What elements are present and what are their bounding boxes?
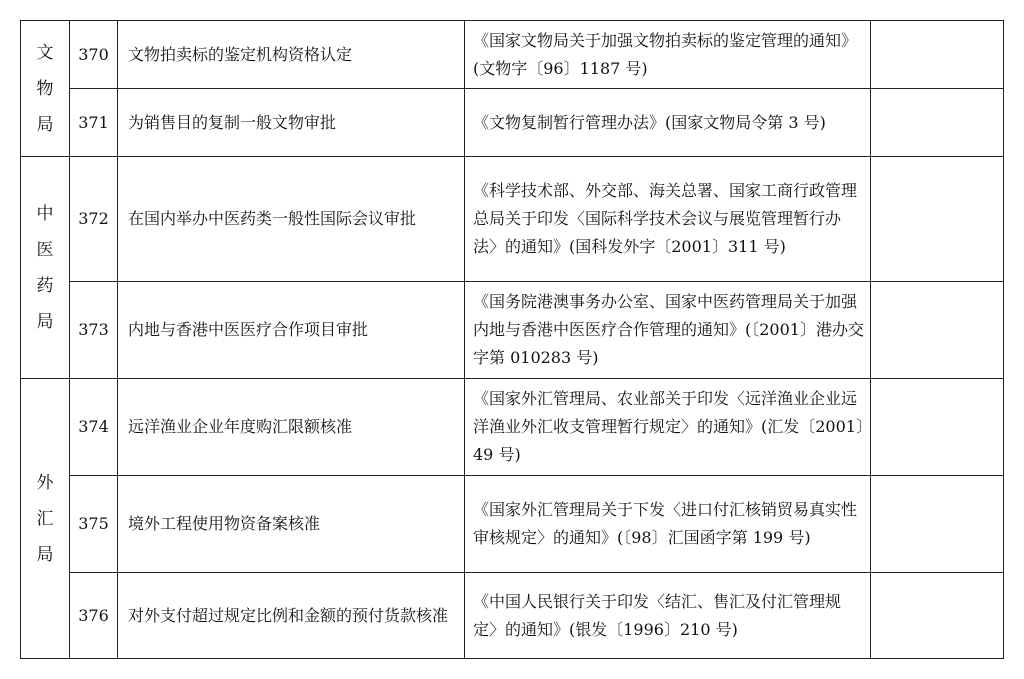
legal-basis: 《国务院港澳事务办公室、国家中医药管理局关于加强内地与香港中医医疗合作管理的通知》(〔2001〕港办交字第 010283 号) [465,282,871,379]
remark-cell [871,89,1004,157]
item-number: 376 [70,573,118,659]
item-number: 371 [70,89,118,157]
remark-cell [871,573,1004,659]
item-number: 375 [70,476,118,573]
department-cell: 中 医 药 局 [21,157,70,379]
department-cell: 外 汇 局 [21,379,70,659]
legal-basis: 《文物复制暂行管理办法》(国家文物局令第 3 号) [465,89,871,157]
remark-cell [871,282,1004,379]
table-row [21,476,1004,573]
item-name: 远洋渔业企业年度购汇限额核准 [118,379,465,476]
table-row [21,21,1004,89]
table-row [21,573,1004,659]
table-row [21,157,1004,282]
item-name: 为销售目的复制一般文物审批 [118,89,465,157]
legal-basis: 《国家外汇管理局关于下发〈进口付汇核销贸易真实性审核规定〉的通知》(〔98〕汇国函字第 199 号) [465,476,871,573]
item-name: 在国内举办中医药类一般性国际会议审批 [118,157,465,282]
department-cell: 文 物 局 [21,21,70,157]
item-number: 373 [70,282,118,379]
item-name: 文物拍卖标的鉴定机构资格认定 [118,21,465,89]
approval-items-table [20,20,1004,659]
item-name: 内地与香港中医医疗合作项目审批 [118,282,465,379]
item-number: 370 [70,21,118,89]
item-name: 境外工程使用物资备案核准 [118,476,465,573]
remark-cell [871,21,1004,89]
remark-cell [871,476,1004,573]
table-row [21,282,1004,379]
table-row [21,89,1004,157]
remark-cell [871,379,1004,476]
legal-basis: 《国家文物局关于加强文物拍卖标的鉴定管理的通知》(文物字〔96〕1187 号) [465,21,871,89]
legal-basis: 《国家外汇管理局、农业部关于印发〈远洋渔业企业远洋渔业外汇收支管理暂行规定〉的通知》(汇发〔2001〕49 号) [465,379,871,476]
table-row [21,379,1004,476]
item-number: 374 [70,379,118,476]
item-name: 对外支付超过规定比例和金额的预付货款核准 [118,573,465,659]
remark-cell [871,157,1004,282]
legal-basis: 《科学技术部、外交部、海关总署、国家工商行政管理总局关于印发〈国际科学技术会议与展览管理暂行办法〉的通知》(国科发外字〔2001〕311 号) [465,157,871,282]
legal-basis: 《中国人民银行关于印发〈结汇、售汇及付汇管理规定〉的通知》(银发〔1996〕210 号) [465,573,871,659]
item-number: 372 [70,157,118,282]
